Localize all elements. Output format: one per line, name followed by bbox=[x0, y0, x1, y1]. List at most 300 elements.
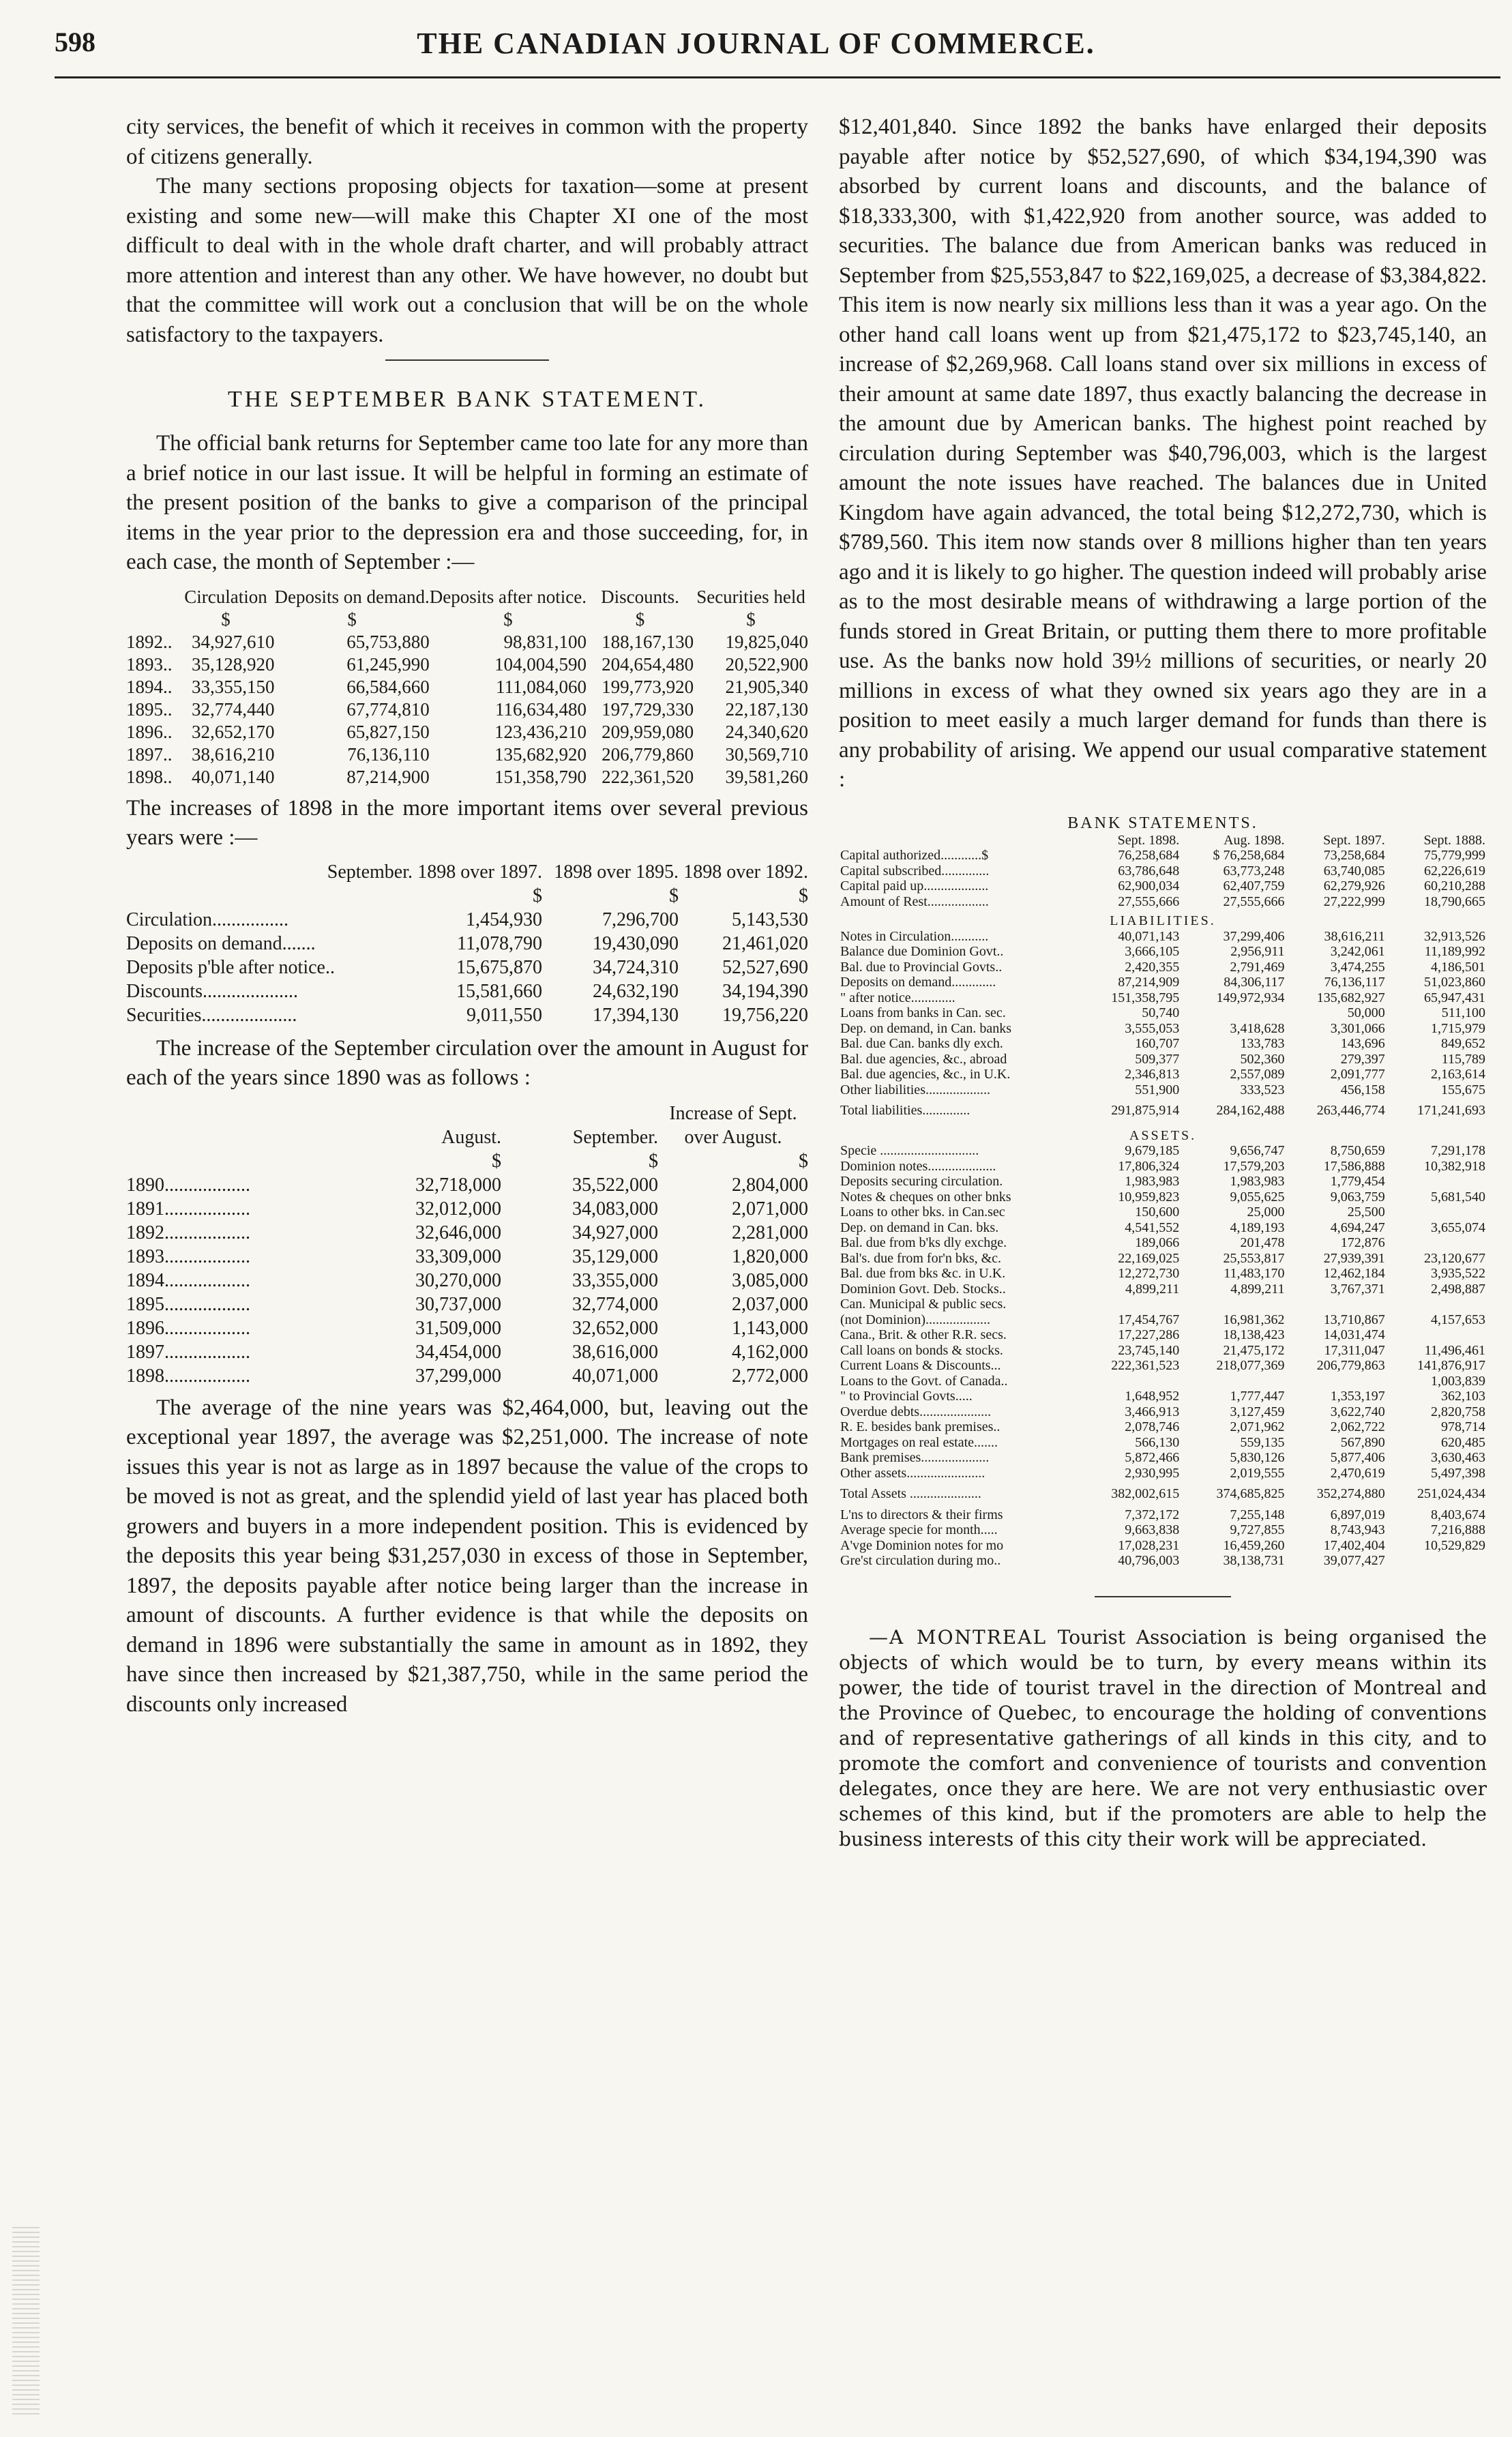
cell-value: 52,527,690 bbox=[722, 956, 808, 978]
table-row bbox=[839, 1159, 1487, 1175]
cell-value: 75,779,999 bbox=[1424, 848, 1485, 863]
table-row bbox=[839, 1067, 1487, 1082]
cell-value: 40,071,000 bbox=[572, 1365, 658, 1387]
cell-value: 567,890 bbox=[1340, 1434, 1385, 1450]
cell-value: 38,616,000 bbox=[572, 1341, 658, 1363]
cell-value bbox=[1387, 1553, 1487, 1569]
bank-statements-title: BANK STATEMENTS. bbox=[1067, 814, 1258, 832]
cell-value: 3,767,371 bbox=[1330, 1281, 1385, 1297]
cell-value: 65,947,431 bbox=[1424, 990, 1485, 1005]
table-row bbox=[126, 932, 808, 956]
row-label: R. E. besides bank premises.. bbox=[840, 1419, 1000, 1434]
cell-value: 17,394,130 bbox=[593, 1004, 679, 1026]
row-label: Notes & cheques on other bnks bbox=[840, 1189, 1011, 1205]
cell-value: 4,186,501 bbox=[1431, 959, 1485, 975]
cell-value: 22,187,130 bbox=[725, 698, 808, 720]
cell-value: 15,581,660 bbox=[456, 980, 542, 1002]
cell-value: 18,138,423 bbox=[1223, 1327, 1285, 1342]
unit-label: $ bbox=[799, 885, 808, 906]
cell-value: 2,078,746 bbox=[1125, 1419, 1180, 1434]
total-row bbox=[839, 1097, 1487, 1124]
cell-value: 7,255,148 bbox=[1230, 1507, 1285, 1522]
unit-label: $ bbox=[649, 1150, 658, 1172]
unit-label: $ bbox=[799, 1150, 808, 1172]
cell-value: 37,299,000 bbox=[415, 1365, 501, 1387]
cell-value: 4,541,552 bbox=[1125, 1220, 1180, 1235]
table-row bbox=[126, 1173, 808, 1197]
row-label: Amount of Rest.................. bbox=[840, 893, 989, 909]
column-header: Deposits after notice. bbox=[429, 586, 587, 607]
table-row bbox=[126, 1197, 808, 1221]
journal-title: THE CANADIAN JOURNAL OF COMMERCE. bbox=[417, 27, 1095, 60]
column-header: 1898 over 1892. bbox=[683, 861, 808, 883]
table-row bbox=[839, 1220, 1487, 1236]
cell-value: 978,714 bbox=[1441, 1419, 1485, 1434]
table-row bbox=[839, 1358, 1487, 1374]
column-header: Circulation bbox=[184, 586, 267, 607]
paragraph: The increase of the September circulation over the amount in August for each of the years since 1890 was as follows : bbox=[126, 1035, 808, 1090]
cell-value: 2,091,777 bbox=[1330, 1067, 1385, 1082]
cell-value: 21,461,020 bbox=[722, 932, 808, 954]
cell-value: 2,470,619 bbox=[1330, 1465, 1385, 1481]
cell-value: 25,500 bbox=[1347, 1205, 1385, 1220]
cell-value: 62,279,926 bbox=[1323, 878, 1385, 893]
cell-value: 172,876 bbox=[1340, 1235, 1385, 1250]
cell-value: 1,143,000 bbox=[732, 1317, 808, 1339]
cell-value: 7,216,888 bbox=[1431, 1522, 1485, 1537]
cell-value: 16,459,260 bbox=[1223, 1537, 1285, 1553]
row-label: 1892.. bbox=[126, 631, 173, 652]
cell-value: 3,127,459 bbox=[1230, 1404, 1285, 1419]
cell-value: 263,446,774 bbox=[1316, 1103, 1385, 1118]
cell-value: 1,454,930 bbox=[466, 909, 542, 930]
cell-value: 32,646,000 bbox=[415, 1222, 501, 1243]
cell-value: 333,523 bbox=[1240, 1082, 1285, 1097]
cell-value: 2,804,000 bbox=[732, 1174, 808, 1196]
cell-value: 40,071,143 bbox=[1118, 928, 1180, 944]
cell-value: 19,825,040 bbox=[725, 631, 808, 652]
cell-value: 5,877,406 bbox=[1330, 1450, 1385, 1465]
cell-value: 14,031,474 bbox=[1323, 1327, 1385, 1342]
table-row bbox=[126, 676, 808, 698]
cell-value: 104,004,590 bbox=[494, 653, 587, 675]
cell-value: 2,420,355 bbox=[1125, 959, 1180, 975]
table-row bbox=[839, 878, 1487, 894]
cell-value: 9,656,747 bbox=[1230, 1143, 1285, 1158]
table-row bbox=[839, 1327, 1487, 1343]
row-label: " to Provincial Govts..... bbox=[840, 1389, 973, 1404]
unit-label: $ bbox=[533, 885, 542, 906]
cell-value: 33,309,000 bbox=[415, 1245, 501, 1267]
row-label: A'vge Dominion notes for mo bbox=[840, 1537, 1004, 1553]
row-label: Mortgages on real estate....... bbox=[840, 1434, 998, 1450]
cell-value: 66,584,660 bbox=[346, 676, 430, 697]
row-label: 1891.................. bbox=[126, 1198, 250, 1220]
row-label: 1896.. bbox=[126, 721, 173, 742]
row-label: Circulation................ bbox=[126, 909, 288, 930]
cell-value: 2,772,000 bbox=[732, 1365, 808, 1387]
cell-value: 32,652,170 bbox=[192, 721, 275, 742]
cell-value: 11,496,461 bbox=[1424, 1342, 1485, 1358]
table-row bbox=[839, 1297, 1487, 1312]
row-label: Cana., Brit. & other R.R. secs. bbox=[840, 1327, 1007, 1342]
cell-value: 27,939,391 bbox=[1323, 1250, 1385, 1266]
cell-value bbox=[1286, 1374, 1387, 1389]
cell-value: 4,899,211 bbox=[1125, 1281, 1180, 1297]
row-label: 1898.................. bbox=[126, 1365, 250, 1387]
row-label: Capital subscribed.............. bbox=[840, 863, 990, 878]
cell-value: 32,012,000 bbox=[415, 1198, 501, 1220]
cell-value: 60,210,288 bbox=[1424, 878, 1485, 893]
table-row bbox=[839, 1021, 1487, 1037]
cell-value: 32,774,000 bbox=[572, 1293, 658, 1315]
cell-value: 35,129,000 bbox=[572, 1245, 658, 1267]
row-label: 1897.................. bbox=[126, 1341, 250, 1363]
cell-value: 1,715,979 bbox=[1431, 1020, 1485, 1036]
table-row bbox=[839, 1235, 1487, 1251]
column-header: Sept. 1897. bbox=[1323, 832, 1385, 848]
cell-value: 5,143,530 bbox=[732, 909, 808, 930]
cell-value: 19,430,090 bbox=[593, 932, 679, 954]
cell-value: 27,555,666 bbox=[1118, 893, 1180, 909]
cell-value: 63,740,085 bbox=[1323, 863, 1385, 878]
table-row bbox=[126, 631, 808, 653]
row-label: Bal. due agencies, &c., abroad bbox=[840, 1051, 1007, 1067]
cell-value: 2,281,000 bbox=[732, 1222, 808, 1243]
cell-value: 34,083,000 bbox=[572, 1198, 658, 1220]
column-header: Aug. 1898. bbox=[1224, 832, 1285, 848]
increases-table bbox=[126, 860, 808, 1027]
cell-value: 17,586,888 bbox=[1323, 1158, 1385, 1174]
cell-value: 3,630,463 bbox=[1431, 1450, 1485, 1465]
row-label: Deposits on demand............. bbox=[840, 975, 996, 990]
cell-value: 34,927,610 bbox=[192, 631, 275, 652]
cell-value: 1,820,000 bbox=[732, 1245, 808, 1267]
cell-value: 40,071,140 bbox=[192, 766, 275, 787]
table-row bbox=[126, 1003, 808, 1027]
cell-value: 10,382,918 bbox=[1424, 1158, 1485, 1174]
cell-value bbox=[1387, 1297, 1487, 1312]
table-row bbox=[839, 1419, 1487, 1435]
table-row bbox=[839, 1466, 1487, 1481]
cell-value: 25,000 bbox=[1247, 1205, 1285, 1220]
table-row bbox=[839, 1312, 1487, 1328]
row-label: Total liabilities.............. bbox=[840, 1103, 970, 1118]
cell-value: 23,745,140 bbox=[1118, 1342, 1180, 1358]
cell-value: 171,241,693 bbox=[1417, 1103, 1485, 1118]
row-label: Can. Municipal & public secs. bbox=[840, 1297, 1007, 1312]
cell-value: 63,773,248 bbox=[1223, 863, 1285, 878]
paragraph: $12,401,840. Since 1892 the banks have enlarged their deposits payable after notice by $52,527,690, of which $34,194,390 was absorbed by current loans and discounts, and the balance of $18,333,300, with $1,422,920 from another source, was added to securities. The balance due from American banks was reduced in September from $25,553,847 to $22,169,025, a decrease of $3,384,822. This item is now nearly six millions less than it was a year ago. On the other hand call loans went up from $21,475,172 to $23,745,140, an increase of $2,269,968. Call loans stand over six millions in excess of their amount at same date 1897, thus exactly balancing the decrease in the amount due by American banks. The highest point reached by circulation during September was $40,796,003, which is the largest amount the note issues have reached. The balances due in United Kingdom have again advanced, the total being $12,272,730, which is $789,560. This item now stands over 8 millions higher than ten years ago and it is likely to go higher. The question indeed will probably arise as to the most desirable means of withdrawing a large portion of the funds stored in Great Britain, or putting them there to more profitable use. As the banks now hold 39½ millions of securities, or nearly 20 millions in excess of what they owned six years ago they are in a position to meet easily a much larger demand for funds than there is any probability of arising. We append our usual comparative statement : bbox=[839, 115, 1487, 792]
paragraph: The increases of 1898 in the more important items over several previous years were :— bbox=[126, 795, 808, 850]
cell-value: 284,162,488 bbox=[1216, 1103, 1285, 1118]
cell-value: 33,355,150 bbox=[192, 676, 275, 697]
table-row bbox=[839, 975, 1487, 990]
table-row bbox=[839, 1082, 1487, 1098]
cell-value: 7,372,172 bbox=[1125, 1507, 1180, 1522]
cell-value: 76,136,117 bbox=[1324, 975, 1385, 990]
column-header: Sept. 1888. bbox=[1423, 832, 1485, 848]
row-label: 1897.. bbox=[126, 743, 173, 765]
cell-value: 849,652 bbox=[1441, 1036, 1485, 1051]
assets-heading: ASSETS. bbox=[1129, 1127, 1197, 1143]
table-row bbox=[126, 1340, 808, 1364]
cell-value: 87,214,900 bbox=[346, 766, 430, 787]
table-row bbox=[839, 1435, 1487, 1451]
cell-value bbox=[1080, 1297, 1181, 1312]
table-row bbox=[126, 1316, 808, 1340]
divider bbox=[385, 359, 549, 361]
cell-value: 7,291,178 bbox=[1431, 1143, 1485, 1158]
cell-value: 5,497,398 bbox=[1431, 1465, 1485, 1481]
cell-value: 188,167,130 bbox=[602, 631, 694, 652]
row-label: Capital authorized............$ bbox=[840, 848, 989, 863]
cell-value: 4,694,247 bbox=[1330, 1220, 1385, 1235]
cell-value: 149,972,934 bbox=[1216, 990, 1285, 1005]
cell-value: 352,274,880 bbox=[1316, 1486, 1385, 1501]
row-label: " after notice............. bbox=[840, 990, 955, 1005]
cell-value: 123,436,210 bbox=[494, 721, 587, 742]
column-header: Increase of Sept. over August. bbox=[669, 1102, 797, 1148]
table-row bbox=[839, 1174, 1487, 1190]
paragraph: The average of the nine years was $2,464,000, but, leaving out the exceptional year 1897, the average was $2,251,000. The increase of note issues this year is not as large as in 1897 because the value of the crops to be moved is not as great, and the splendid yield of last year has placed both growers and buyers in a more independent position. This is evidenced by the deposits this year being $31,257,030 in excess of those in September, 1897, the deposits payable after notice being larger than the increase in amount of discounts. A further evidence is that while the deposits on demand in 1896 were substantially the same in amount as in 1892, they have since then increased by $21,387,750, while in the same period the discounts only increased bbox=[126, 1395, 808, 1717]
cell-value: 37,299,406 bbox=[1223, 928, 1285, 944]
cell-value: 135,682,927 bbox=[1316, 990, 1385, 1005]
cell-value: 8,743,943 bbox=[1330, 1522, 1385, 1537]
cell-value: 456,158 bbox=[1340, 1082, 1385, 1097]
cell-value: 133,783 bbox=[1240, 1036, 1285, 1051]
row-label: 1895.................. bbox=[126, 1293, 250, 1315]
table-row bbox=[126, 766, 808, 788]
cell-value: 3,622,740 bbox=[1330, 1404, 1385, 1419]
row-label: Call loans on bonds & stocks. bbox=[840, 1342, 1003, 1358]
cell-value bbox=[1181, 1297, 1286, 1312]
row-label: Current Loans & Discounts... bbox=[840, 1358, 1001, 1373]
cell-value: 67,774,810 bbox=[346, 698, 430, 720]
table-row bbox=[839, 1538, 1487, 1554]
table-row bbox=[126, 1364, 808, 1388]
row-label: Bal's. due from for'n bks, &c. bbox=[840, 1250, 1002, 1266]
bank-statements-table bbox=[839, 833, 1487, 1569]
cell-value bbox=[1387, 1174, 1487, 1190]
table-row bbox=[839, 1205, 1487, 1220]
row-label: Dep. on demand in Can. bks. bbox=[840, 1220, 999, 1235]
cell-value: 62,407,759 bbox=[1223, 878, 1285, 893]
cell-value: 291,875,914 bbox=[1111, 1103, 1180, 1118]
table-row bbox=[839, 1143, 1487, 1159]
cell-value: 3,418,628 bbox=[1230, 1020, 1285, 1036]
table-row bbox=[839, 960, 1487, 975]
cell-value: 3,555,053 bbox=[1125, 1020, 1180, 1036]
table-row bbox=[839, 1036, 1487, 1052]
unit-label: $ bbox=[669, 885, 679, 906]
unit-label: $ bbox=[503, 608, 513, 630]
row-label: Average specie for month..... bbox=[840, 1522, 998, 1537]
section-title: THE SEPTEMBER BANK STATEMENT. bbox=[228, 387, 707, 412]
column-header: 1898 over 1897. bbox=[417, 861, 542, 883]
cell-value: 197,729,330 bbox=[602, 698, 694, 720]
cell-value: 27,222,999 bbox=[1323, 893, 1385, 909]
row-label: Bal. due agencies, &c., in U.K. bbox=[840, 1067, 1011, 1082]
cell-value: 3,085,000 bbox=[732, 1269, 808, 1291]
cell-value: 87,214,909 bbox=[1118, 975, 1180, 990]
row-label: Bal. due from bks &c. in U.K. bbox=[840, 1266, 1006, 1281]
cell-value: 1,003,839 bbox=[1431, 1373, 1485, 1389]
cell-value: 51,023,860 bbox=[1424, 975, 1485, 990]
left-column bbox=[126, 113, 808, 1719]
row-label: Discounts.................... bbox=[126, 980, 298, 1002]
cell-value: 141,876,917 bbox=[1417, 1358, 1485, 1373]
column-header: Deposits on demand. bbox=[274, 586, 430, 607]
row-label: 1894.. bbox=[126, 676, 173, 697]
note-text: Tourist Association is being organised the objects of which would be to turn, by every means within its power, the tide of tourist travel in the direction of Montreal and the Province of Quebec, to encourage the holding of conventions and of representative gatherings of all kinds in this city, and to promote the comfort and convenience of tourists and convention delegates, once they are here. We are not very enthusiastic over schemes of this kind, but if the promoters are able to help the business interests of this city their work will be appreciated. bbox=[839, 1625, 1487, 1850]
cell-value: 1,983,983 bbox=[1125, 1174, 1180, 1189]
cell-value: 150,600 bbox=[1135, 1205, 1180, 1220]
cell-value: 551,900 bbox=[1135, 1082, 1180, 1097]
table-row bbox=[839, 894, 1487, 910]
cell-value: 65,753,880 bbox=[346, 631, 430, 652]
cell-value: 204,654,480 bbox=[602, 653, 694, 675]
cell-value: 2,037,000 bbox=[732, 1293, 808, 1315]
cell-value: 382,002,615 bbox=[1111, 1486, 1180, 1501]
cell-value: 5,681,540 bbox=[1431, 1189, 1485, 1205]
column-header: 1898 over 1895. bbox=[554, 861, 679, 883]
cell-value: 34,454,000 bbox=[415, 1341, 501, 1363]
row-label: Other liabilities................... bbox=[840, 1082, 990, 1097]
unit-label: $ bbox=[347, 608, 357, 630]
row-label: Deposits p'ble after notice.. bbox=[126, 956, 335, 978]
cell-value: 566,130 bbox=[1135, 1434, 1180, 1450]
table-row bbox=[126, 653, 808, 676]
column-header: Sept. 1898. bbox=[1117, 832, 1180, 848]
table-row bbox=[839, 1374, 1487, 1389]
cell-value: 32,718,000 bbox=[415, 1174, 501, 1196]
row-label: Notes in Circulation........... bbox=[840, 928, 989, 944]
cell-value: 10,529,829 bbox=[1424, 1537, 1485, 1553]
cell-value: 38,616,211 bbox=[1324, 928, 1385, 944]
table-row bbox=[126, 698, 808, 721]
cell-value: 61,245,990 bbox=[346, 653, 430, 675]
row-label: Deposits securing circulation. bbox=[840, 1174, 1003, 1189]
cell-value: 34,194,390 bbox=[722, 980, 808, 1002]
cell-value: 76,258,684 bbox=[1118, 848, 1180, 863]
cell-value: 84,306,117 bbox=[1224, 975, 1285, 990]
table-row bbox=[839, 1389, 1487, 1404]
cell-value: 2,557,089 bbox=[1230, 1067, 1285, 1082]
cell-value: 2,019,555 bbox=[1230, 1465, 1285, 1481]
table-row bbox=[839, 1266, 1487, 1282]
paragraph: city services, the benefit of which it receives in common with the property of citizens generally. bbox=[126, 115, 808, 169]
september-comparison-table bbox=[126, 586, 808, 788]
table-row bbox=[839, 944, 1487, 960]
divider bbox=[1095, 1596, 1231, 1597]
table-row bbox=[839, 1251, 1487, 1267]
page-number: 598 bbox=[55, 27, 95, 57]
table-row bbox=[839, 1343, 1487, 1359]
cell-value: 4,189,193 bbox=[1230, 1220, 1285, 1235]
cell-value: 4,899,211 bbox=[1230, 1281, 1285, 1297]
cell-value: 18,790,665 bbox=[1424, 893, 1485, 909]
cell-value: 2,498,887 bbox=[1431, 1281, 1485, 1297]
cell-value bbox=[1387, 1235, 1487, 1251]
cell-value: 1,353,197 bbox=[1330, 1389, 1385, 1404]
paragraph: The official bank returns for September came too late for any more than a brief notice in our last issue. It will be helpful in forming an estimate of the present position of the banks to give a comparison of the principal items in the year prior to the depression era and those succeeding, for, in each case, the month of September :— bbox=[126, 431, 808, 574]
row-label: Gre'st circulation during mo.. bbox=[840, 1553, 1001, 1568]
table-row bbox=[839, 1507, 1487, 1523]
cell-value: 2,820,758 bbox=[1431, 1404, 1485, 1419]
cell-value: $ 76,258,684 bbox=[1213, 848, 1285, 863]
liabilities-heading: LIABILITIES. bbox=[1110, 913, 1216, 928]
cell-value: 11,483,170 bbox=[1224, 1266, 1285, 1281]
cell-value: 9,063,759 bbox=[1330, 1189, 1385, 1205]
column-header: August. bbox=[441, 1126, 501, 1148]
cell-value: 2,930,995 bbox=[1125, 1465, 1180, 1481]
paragraph: The many sections proposing objects for taxation—some at present existing and some new—will make this Chapter XI one of the most difficult to deal with in the whole draft charter, and will probably attract more attention and interest than any other. We have however, no doubt but that the committee will work out a conclusion that will be on the whole satisfactory to the taxpayers. bbox=[126, 174, 808, 347]
row-label: Loans from banks in Can. sec. bbox=[840, 1005, 1006, 1020]
cell-value: 12,272,730 bbox=[1118, 1266, 1180, 1281]
cell-value: 76,136,110 bbox=[347, 743, 430, 765]
cell-value: 62,900,034 bbox=[1118, 878, 1180, 893]
cell-value: 50,740 bbox=[1142, 1005, 1180, 1020]
cell-value: 8,403,674 bbox=[1431, 1507, 1485, 1522]
table-row bbox=[839, 1522, 1487, 1538]
cell-value: 17,227,286 bbox=[1118, 1327, 1180, 1342]
cell-value bbox=[1181, 1005, 1286, 1021]
table-row bbox=[839, 863, 1487, 879]
cell-value: 135,682,920 bbox=[494, 743, 587, 765]
row-label: Loans to other bks. in Can.sec bbox=[840, 1205, 1005, 1220]
bank-statements bbox=[839, 814, 1487, 1569]
cell-value: 4,157,653 bbox=[1431, 1312, 1485, 1327]
row-label: Deposits on demand....... bbox=[126, 932, 316, 954]
table-row bbox=[126, 979, 808, 1003]
cell-value: 3,466,913 bbox=[1125, 1404, 1180, 1419]
cell-value: 17,028,231 bbox=[1118, 1537, 1180, 1553]
cell-value: 17,454,767 bbox=[1118, 1312, 1180, 1327]
cell-value: 620,485 bbox=[1441, 1434, 1485, 1450]
cell-value: 19,756,220 bbox=[722, 1004, 808, 1026]
cell-value: 33,355,000 bbox=[572, 1269, 658, 1291]
row-label: Loans to the Govt. of Canada.. bbox=[840, 1373, 1008, 1389]
cell-value: 13,710,867 bbox=[1323, 1312, 1385, 1327]
cell-value: 40,796,003 bbox=[1118, 1553, 1180, 1568]
row-label: Specie ............................. bbox=[840, 1143, 979, 1158]
total-row bbox=[839, 1481, 1487, 1507]
cell-value: 3,666,105 bbox=[1125, 944, 1180, 959]
table-row bbox=[126, 721, 808, 743]
row-label: 1898.. bbox=[126, 766, 173, 787]
row-label: Bal. due to Provincial Govts.. bbox=[840, 959, 1003, 975]
cell-value: 25,553,817 bbox=[1223, 1250, 1285, 1266]
row-label: Bal. due Can. banks dly exch. bbox=[840, 1036, 1003, 1051]
cell-value: 50,000 bbox=[1347, 1005, 1385, 1020]
cell-value: 22,169,025 bbox=[1118, 1250, 1180, 1266]
scan-margin-noise bbox=[12, 2224, 40, 2414]
row-label: Dominion Govt. Deb. Stocks.. bbox=[840, 1281, 1006, 1297]
cell-value: 2,071,962 bbox=[1230, 1419, 1285, 1434]
cell-value: 23,120,677 bbox=[1424, 1250, 1485, 1266]
cell-value: 32,774,440 bbox=[192, 698, 275, 720]
unit-label: $ bbox=[221, 608, 231, 630]
cell-value: 2,163,614 bbox=[1431, 1067, 1485, 1082]
row-label: Overdue debts..................... bbox=[840, 1404, 992, 1419]
cell-value: 115,789 bbox=[1441, 1051, 1485, 1067]
cell-value: 9,055,625 bbox=[1230, 1189, 1285, 1205]
table-row bbox=[839, 1190, 1487, 1205]
cell-value: 2,956,911 bbox=[1230, 944, 1285, 959]
row-label: (not Dominion)................... bbox=[840, 1312, 990, 1327]
cell-value: 3,301,066 bbox=[1330, 1020, 1385, 1036]
